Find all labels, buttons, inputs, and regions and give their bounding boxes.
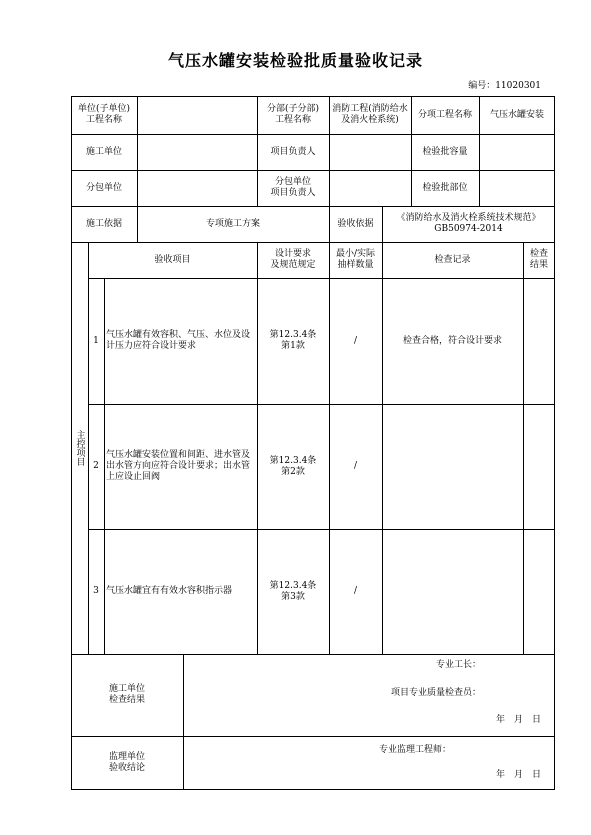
constructor-date: 年 月 日 [495, 714, 541, 725]
row-1-description: 气压水罐有效容积、气压、水位及设计压力应符合设计要求 [106, 330, 251, 351]
row-2-clause: 第12.3.4条 第2款 [269, 455, 317, 477]
row-3-description: 气压水罐宜有有效水容积指示器 [106, 586, 233, 596]
qc-inspector-signature: 项目专业质量检查员： [390, 687, 481, 698]
construction-basis-label: 施工依据 [85, 218, 122, 229]
project-manager-value [329, 134, 411, 170]
col-record-header: 检查记录 [434, 254, 471, 265]
batch-part-value [479, 170, 555, 206]
batch-part-label: 检验批部位 [422, 182, 468, 193]
subpart-label: 分部(子分部) 工程名称 [266, 104, 320, 125]
constructor-value [137, 134, 257, 170]
row-2-description: 气压水罐安装位置和间距、进水管及出水管方向应符合设计要求；出水管上应设止回阀 [106, 450, 251, 482]
acceptance-basis-value: 《消防给水及消火栓系统技术规范》 GB50974-2014 [396, 213, 541, 234]
row-1-clause: 第12.3.4条 第1款 [269, 330, 317, 351]
unit-project-label: 单位(子单位) 工程名称 [77, 104, 131, 125]
unit-project-value [137, 96, 257, 134]
construction-basis-value: 专项施工方案 [205, 218, 260, 229]
batch-capacity-value [479, 134, 555, 170]
supervising-engineer-signature: 专业监理工程师： [378, 744, 451, 755]
col-sample-header: 最小/实际 抽样数量 [335, 249, 376, 270]
subpart-value: 消防工程(消防给水 及消火栓系统) [332, 104, 408, 125]
sub-project-manager-label: 分包单位 项目负责人 [270, 177, 316, 198]
project-manager-label: 项目负责人 [270, 146, 316, 157]
row-3-number: 3 [93, 586, 99, 596]
inspection-form [71, 96, 555, 790]
page-title: 气压水罐安装检验批质量验收记录 [167, 51, 423, 70]
supervisor-conclusion-label: 监理单位 验收结论 [108, 751, 145, 773]
row-3-result [523, 529, 555, 654]
row-3-record [382, 529, 523, 654]
constructor-result-label: 施工单位 检查结果 [108, 684, 145, 705]
col-design-header: 设计要求 及规范规定 [270, 249, 316, 270]
main-control-label: 主控项目 [74, 430, 85, 466]
subcontractor-label: 分包单位 [85, 182, 122, 193]
row-3-sample: / [353, 586, 358, 596]
item-project-label: 分项工程名称 [417, 109, 472, 120]
sub-project-manager-value [329, 170, 411, 206]
foreman-signature: 专业工长： [435, 659, 481, 670]
col-result-header: 检查 结果 [529, 249, 548, 270]
row-1-number: 1 [93, 335, 99, 346]
supervisor-date: 年 月 日 [495, 769, 541, 780]
subcontractor-value [137, 170, 257, 206]
row-2-record [382, 404, 523, 529]
item-project-value: 气压水罐安装 [489, 109, 544, 120]
row-3-clause: 第12.3.4条 第3款 [269, 580, 317, 602]
col-item-header: 验收项目 [154, 254, 191, 265]
row-2-sample: / [353, 461, 358, 471]
row-1-record: 检查合格，符合设计要求 [402, 335, 502, 346]
document-number: 编号：11020301 [468, 81, 541, 91]
row-2-number: 2 [93, 461, 99, 471]
row-2-result [523, 404, 555, 529]
constructor-label: 施工单位 [85, 146, 122, 157]
batch-capacity-label: 检验批容量 [422, 146, 468, 157]
row-1-sample: / [353, 335, 358, 346]
acceptance-basis-label: 验收依据 [337, 218, 374, 229]
row-1-result [523, 278, 555, 404]
